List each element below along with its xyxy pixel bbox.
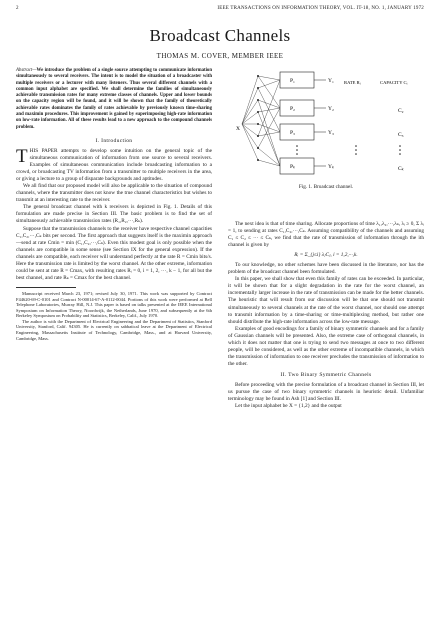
capacity-label: Cₖ bbox=[398, 166, 405, 172]
paragraph: The next idea is that of time sharing. Allocate proportions of time λ₁,λ₂,···,λₖ, λᵢ ≥ 0, Σ λᵢ = 1, to sending at rates C₁,C₂,···,Cₖ. Assuming compatibility of the channels and assuming C₁ ≤ C₂ ≤ ··· ≤ Cₖ, we find that the rate of transmission of information through the ith channel is given by bbox=[228, 221, 424, 249]
abstract-lead: Abstract— bbox=[16, 68, 37, 73]
paragraph-text: HIS PAPER attempts to develop some intuition on the general topic of the simultaneous communication of information from one source to several receivers. Examples of simultaneous communication include broadcasting information to a crowd, or broadcasting TV information from a transmitter to multiple receivers in the area, or giving a lecture to a group of disparate backgrounds and aptitudes. bbox=[16, 148, 212, 183]
broadcast-channel-diagram bbox=[228, 66, 424, 184]
paragraph bbox=[16, 148, 212, 183]
channel-box-label: P₂ bbox=[290, 106, 295, 112]
paragraph: Examples of good encodings for a family of binary symmetric channels and for a family of Gaussian channels will be presented. Also, the extreme case of orthogonal channels, in which it does not matter that one is trying to send two messages at once to two different people, will be considered, as well as the other extreme of incompatible channels, in which the transmission of information to one receiver precludes the transmission of information to the other. bbox=[228, 325, 424, 367]
paragraph: Suppose that the transmission channels to the receiver have respective channel capacities C₁,C₂,···,Cₖ bits per second. The first approach that suggests itself is the maximin approach—send at rate Cmin = min (C₁,C₂,···,Cₖ). Even this modest goal is only possible when the channels are compatible in some sense (see Section IX for the general expression). If the channels are compatible, each receiver will understand perfectly at the rate R = Cmin bits/s. Here the transmission rate is limited by the worst channel. At the other extreme, information could be sent at rate R = Cmax, with resulting rates Rᵢ = 0, i = 1, 2, ···, k − 1, for all but the best channel, and rate Rₖ = Cmax for the best channel. bbox=[16, 225, 212, 281]
output-label: Y₁ bbox=[328, 78, 334, 84]
rate-column-header: RATE Rᵢ bbox=[344, 80, 361, 85]
channel-box-label: Pₖ bbox=[290, 164, 296, 170]
paragraph: In this paper, we shall show that even this family of rates can be exceeded. In particular, it will be shown that for a slight degradation in the rate for the worst channel, an incrementally larger increase in the rate of transmission can be made for the better channels. The heuristic that will result from our discussion will be that one should not transmit simultaneously to several channels at the rate of the worst channel, nor should one attempt to transmit information by a time-sharing or time-multiplexing method, but rather one should distribute the high-rate information across the low-rate message. bbox=[228, 276, 424, 325]
capacity-label: C₃ bbox=[398, 132, 404, 138]
author-line: THOMAS M. COVER, MEMBER IEEE bbox=[156, 52, 284, 60]
fanout-network bbox=[242, 76, 280, 166]
page-number: 2 bbox=[16, 6, 19, 11]
equation: Rᵢ = Σ_{j≤i} λⱼCⱼ, i = 1,2,···,k. bbox=[294, 252, 358, 259]
channel-box-1 bbox=[280, 72, 314, 88]
capacity-label: C₂ bbox=[398, 108, 404, 114]
output-label: Yₖ bbox=[328, 164, 335, 170]
drop-cap: T bbox=[16, 146, 28, 168]
footnote: Manuscript received March 23, 1971; revised July 30, 1971. This work was supported by Contract F44620-69-C-0101 and Contract N-00014-67-A-0112-0044. Portions of this work were performed at Bell Telephone Laboratories, Murray Hill, N.J. This paper is based on talks presented at the IEEE International Symposium on Information Theory, Noordwijk, the Netherlands, June 1970, and subsequently at the 6th Berkeley Symposium on Probability and Statistics, Berkeley, Calif., July 1970. bbox=[16, 290, 212, 319]
figure-broadcast-channel bbox=[228, 66, 424, 216]
channel-box-label: P₃ bbox=[290, 130, 295, 136]
right-column bbox=[228, 221, 424, 410]
output-label: Y₂ bbox=[328, 106, 334, 112]
paper-title: Broadcast Channels bbox=[149, 26, 291, 45]
running-header bbox=[16, 6, 424, 16]
paragraph: Before proceeding with the precise formulation of a broadcast channel in Section III, let us pursue the case of two binary symmetric channels in heuristic detail. Unfamiliar terminology may be found in Ash [1] and Section III. bbox=[228, 381, 424, 403]
figure-caption: Fig. 1. Broadcast channel. bbox=[298, 184, 354, 190]
journal-line: IEEE TRANSACTIONS ON INFORMATION THEORY, VOL. IT-18, NO. 1, JANUARY 1972 bbox=[217, 6, 424, 11]
footnote: The author is with the Department of Electrical Engineering and the Department of Statistics, Stanford University, Stanford, Calif. 94305. He is currently on sabbatical leave at the Department of Electrical Engineering, Massachusetts Institute of Technology, Cambridge, Mass., and at Harvard University, Cambridge, Mass. bbox=[16, 318, 212, 341]
paragraph: To our knowledge, no other schemes have been discussed in the literature, nor has the problem of the broadcast channel been formulated. bbox=[228, 262, 424, 276]
network-nodes bbox=[257, 75, 259, 161]
left-column bbox=[16, 68, 212, 341]
channel-box-k bbox=[280, 158, 314, 174]
capacity-column-header: CAPACITY Cᵢ bbox=[380, 80, 408, 85]
ellipsis-dots bbox=[296, 145, 401, 155]
abstract bbox=[16, 68, 212, 131]
footnote-rule bbox=[16, 287, 76, 288]
paragraph: The general broadcast channel with k receivers is depicted in Fig. 1. Details of this formulation are made precise in Section III. The basic problem is to find the set of simultaneously achievable transmission rates (R₁,R₂,···,Rₖ). bbox=[16, 204, 212, 225]
abstract-text: We introduce the problem of a single source attempting to communicate information simultaneously to several receivers. The intent is to model the situation of a broadcaster with multiple receivers or a lecturer with many listeners. Thus several different channels with a common input alphabet are specified. We shall determine the families of simultaneously achievable transmission rates for many extreme classes of channels. Upper and lower bounds on the capacity region will be found, and it will be shown that the family of theoretically achievable rates dominates the family of rates achievable by previously known time-sharing and maximin procedures. This improvement is gained by superimposing high-rate information on low-rate information. All of these results lead to a new approach to the compound channels problem. bbox=[16, 68, 212, 130]
output-label: Y₃ bbox=[328, 130, 334, 136]
paragraph: Let the input alphabet be X = {1,2} and the output bbox=[235, 403, 342, 410]
section-heading-binary-symmetric: II. Two Binary Symmetric Channels bbox=[280, 371, 372, 378]
channel-box-2 bbox=[280, 100, 314, 116]
channel-box-label: P₁ bbox=[290, 78, 295, 84]
section-heading-introduction: I. Introduction bbox=[95, 137, 133, 144]
paragraph: We all find that our proposed model will also be applicable to the situation of compound channels, where the transmitter does not know the true channel characteristics but wishes to transmit at an interesting rate to the receiver. bbox=[16, 183, 212, 204]
channel-box-3 bbox=[280, 124, 314, 140]
input-label: X bbox=[236, 126, 240, 132]
